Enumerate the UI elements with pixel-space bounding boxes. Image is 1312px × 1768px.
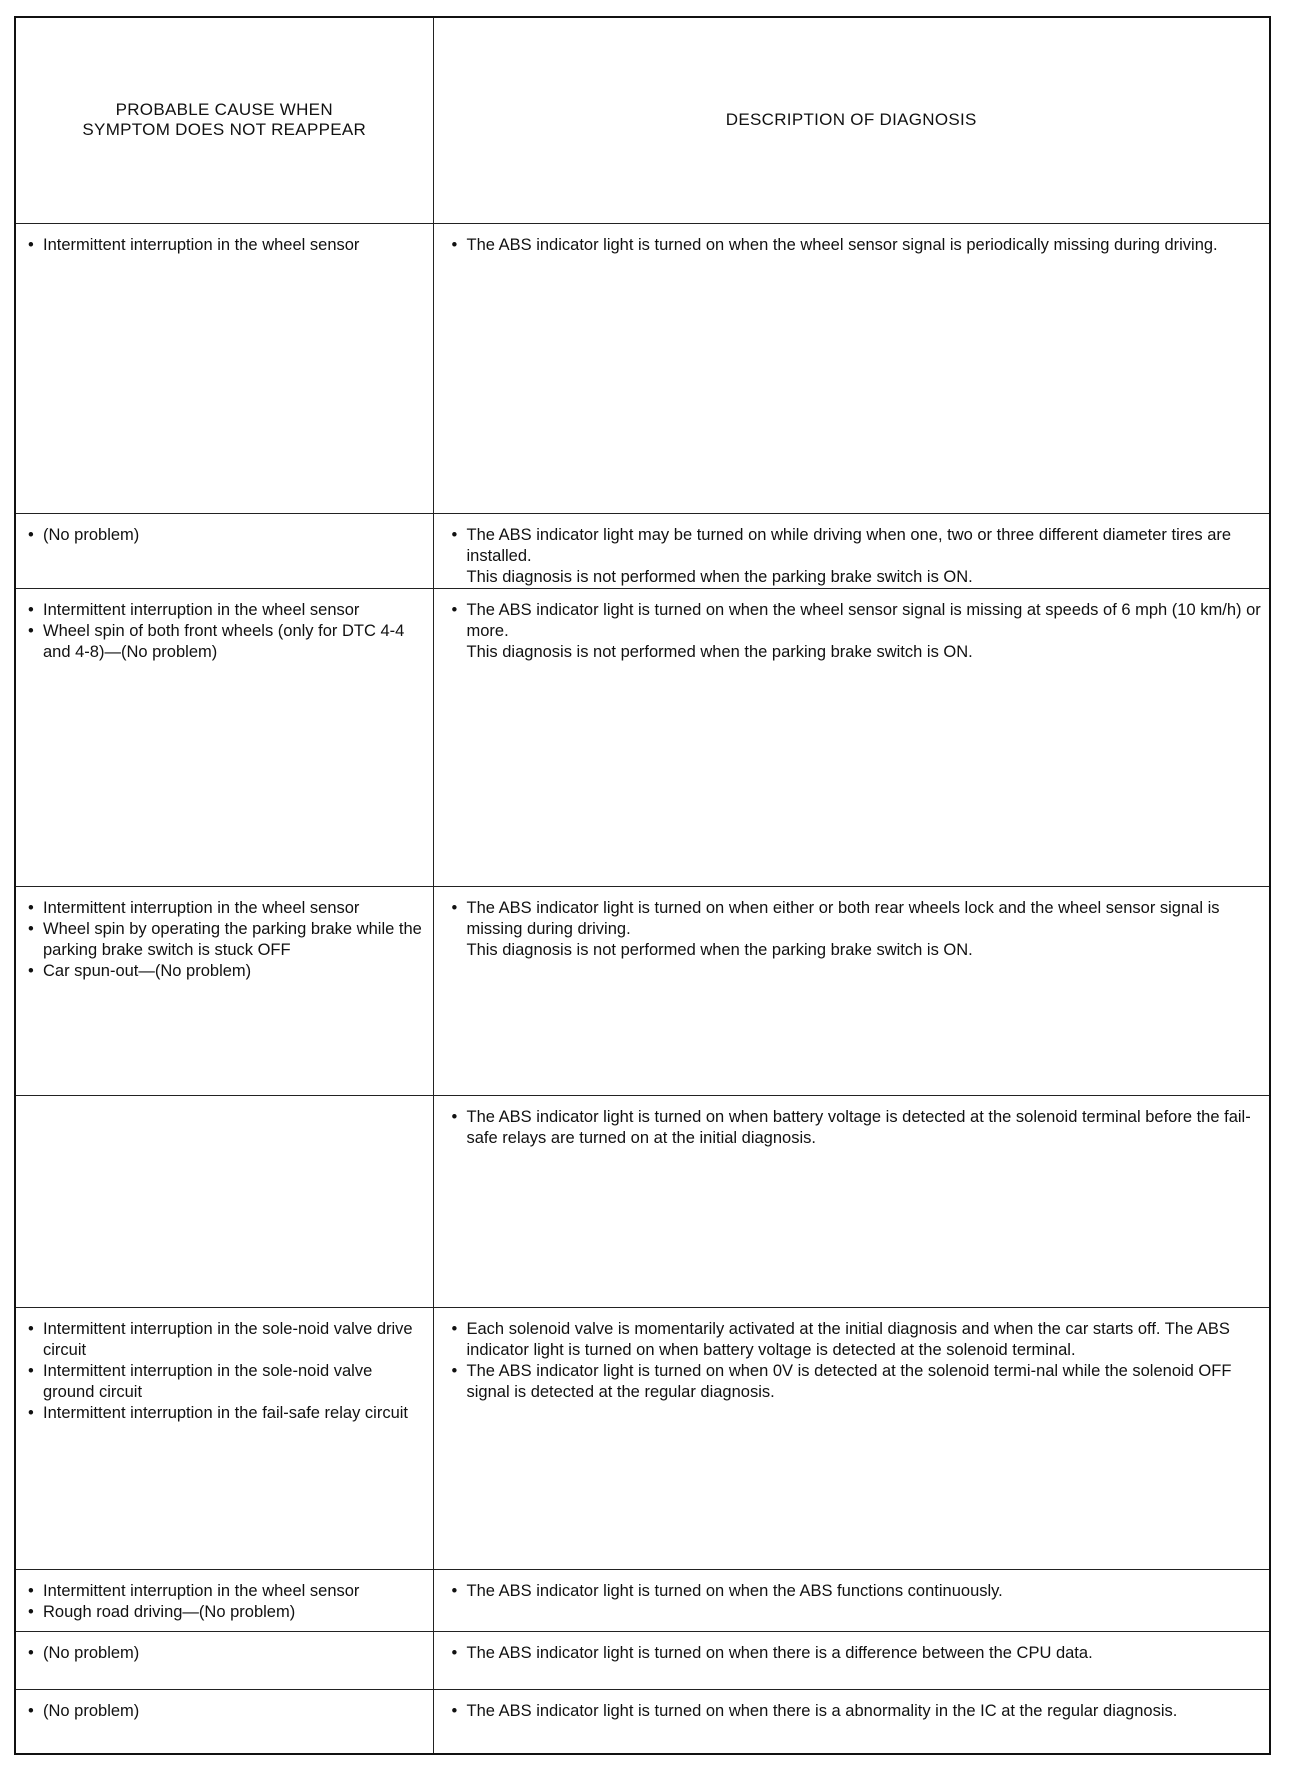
header-description	[433, 17, 1270, 223]
table-row	[15, 1569, 1270, 1631]
header-cause-line-2: SYMPTOM DOES NOT REAPPEAR	[82, 120, 367, 140]
cause-item: • (No problem)	[28, 1701, 425, 1722]
description-item: • The ABS indicator light is turned on when there is a difference between the CPU data.	[452, 1643, 1264, 1664]
cause-cell	[15, 223, 433, 513]
cause-cell	[15, 1689, 433, 1754]
cause-item: • Intermittent interruption in the sole-noid valve drive circuit	[28, 1319, 425, 1361]
description-cell	[433, 1095, 1270, 1307]
header-cause-line-1: PROBABLE CAUSE WHEN	[115, 100, 333, 120]
diagnosis-note: This diagnosis is not performed when the parking brake switch is ON.	[466, 642, 973, 661]
cause-cell	[15, 886, 433, 1095]
description-item: • The ABS indicator light is turned on when battery voltage is detected at the solenoid terminal before the fail-safe relays are turned on at the initial diagnosis.	[452, 1107, 1264, 1149]
cause-list	[28, 1701, 425, 1722]
cause-list	[28, 1581, 425, 1623]
cause-item: • Intermittent interruption in the wheel sensor	[28, 235, 425, 256]
description-list	[452, 1107, 1264, 1149]
diagnosis-note: This diagnosis is not performed when the parking brake switch is ON.	[466, 567, 973, 586]
description-list	[452, 1643, 1264, 1664]
table-row	[15, 513, 1270, 588]
cause-cell	[15, 1307, 433, 1569]
cause-item: • Wheel spin by operating the parking brake while the parking brake switch is stuck OFF	[28, 919, 425, 961]
cause-cell	[15, 513, 433, 588]
description-list	[452, 1581, 1264, 1602]
table-row	[15, 886, 1270, 1095]
description-cell	[433, 513, 1270, 588]
description-list	[452, 898, 1264, 940]
header-description-text: DESCRIPTION OF DIAGNOSIS	[725, 110, 977, 130]
table-row	[15, 223, 1270, 513]
description-cell	[433, 588, 1270, 886]
description-item: • The ABS indicator light is turned on when either or both rear wheels lock and the wheel sensor signal is missing during driving.	[452, 898, 1264, 940]
cause-item: • Intermittent interruption in the fail-safe relay circuit	[28, 1403, 425, 1424]
diagnosis-note: This diagnosis is not performed when the parking brake switch is ON.	[466, 940, 973, 959]
description-item: • The ABS indicator light may be turned on while driving when one, two or three different diameter tires are installed.	[452, 525, 1264, 567]
cause-cell	[15, 1095, 433, 1307]
description-item: • The ABS indicator light is turned on when the wheel sensor signal is missing at speeds of 6 mph (10 km/h) or more.	[452, 600, 1264, 642]
cause-item: • Rough road driving—(No problem)	[28, 1602, 425, 1623]
cause-item: • Intermittent interruption in the sole-noid valve ground circuit	[28, 1361, 425, 1403]
cause-list	[28, 525, 425, 546]
table-row	[15, 1631, 1270, 1689]
header-row	[15, 17, 1270, 223]
cause-cell	[15, 1569, 433, 1631]
description-cell	[433, 1689, 1270, 1754]
description-item: • Each solenoid valve is momentarily activated at the initial diagnosis and when the car starts off. The ABS indicator light is turned on when battery voltage is detected at the solenoid terminal.	[452, 1319, 1264, 1361]
description-cell	[433, 1631, 1270, 1689]
table-row	[15, 1307, 1270, 1569]
description-cell	[433, 1307, 1270, 1569]
diagnosis-table	[14, 16, 1271, 1755]
cause-item: • Intermittent interruption in the wheel sensor	[28, 898, 425, 919]
table-row	[15, 588, 1270, 886]
cause-item: • (No problem)	[28, 525, 425, 546]
description-list	[452, 525, 1264, 567]
cause-list	[28, 235, 425, 256]
description-list	[452, 235, 1264, 256]
cause-cell	[15, 1631, 433, 1689]
description-list	[452, 1319, 1264, 1403]
cause-list	[28, 1643, 425, 1664]
description-item: • The ABS indicator light is turned on when there is a abnormality in the IC at the regular diagnosis.	[452, 1701, 1264, 1722]
cause-list	[28, 898, 425, 982]
description-cell	[433, 223, 1270, 513]
description-list	[452, 1701, 1264, 1722]
cause-item: • Intermittent interruption in the wheel sensor	[28, 1581, 425, 1602]
cause-item: • Wheel spin of both front wheels (only for DTC 4-4 and 4-8)—(No problem)	[28, 621, 425, 663]
description-item: • The ABS indicator light is turned on when the ABS functions continuously.	[452, 1581, 1264, 1602]
description-item: • The ABS indicator light is turned on when 0V is detected at the solenoid termi-nal while the solenoid OFF signal is detected at the regular diagnosis.	[452, 1361, 1264, 1403]
header-probable-cause	[15, 17, 433, 223]
cause-item: • Car spun-out—(No problem)	[28, 961, 425, 982]
description-list	[452, 600, 1264, 642]
description-item: • The ABS indicator light is turned on when the wheel sensor signal is periodically missing during driving.	[452, 235, 1264, 256]
cause-item: • (No problem)	[28, 1643, 425, 1664]
cause-cell	[15, 588, 433, 886]
description-cell	[433, 1569, 1270, 1631]
description-cell	[433, 886, 1270, 1095]
cause-list	[28, 1319, 425, 1424]
table-row	[15, 1689, 1270, 1754]
cause-list	[28, 600, 425, 663]
cause-item: • Intermittent interruption in the wheel sensor	[28, 600, 425, 621]
table-row	[15, 1095, 1270, 1307]
